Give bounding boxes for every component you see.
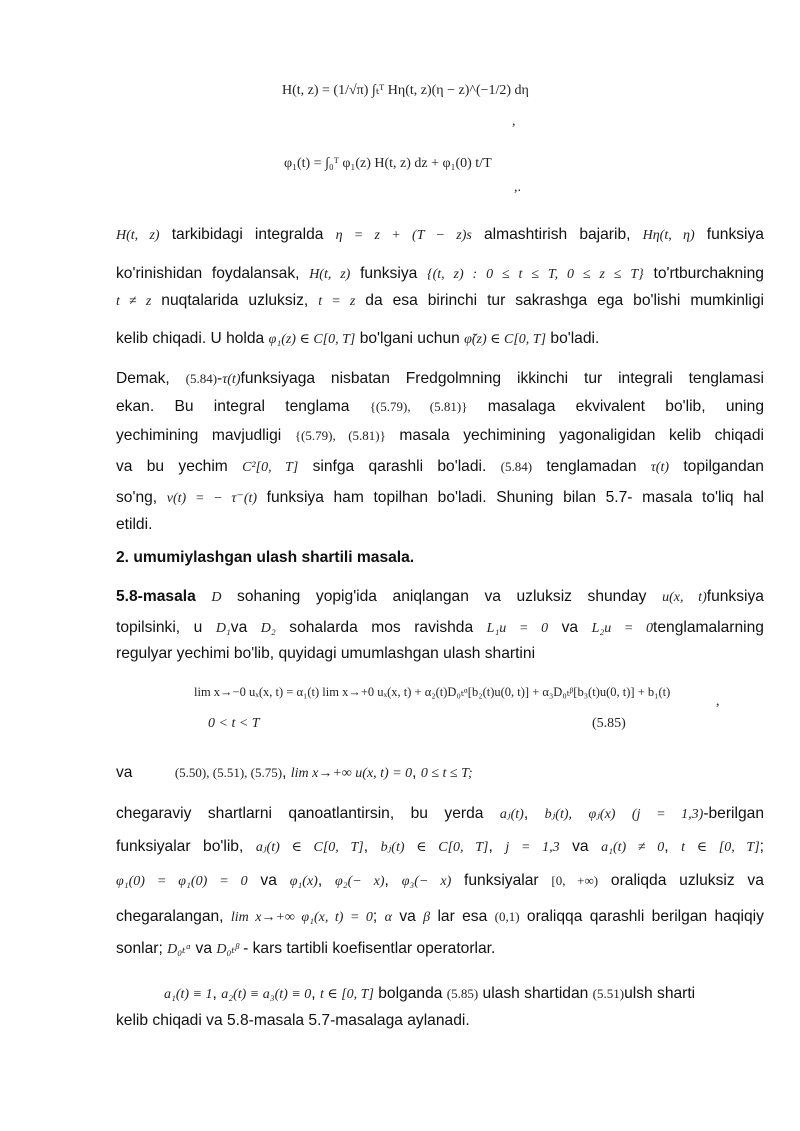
formula-comma: , bbox=[512, 114, 516, 129]
paragraph-1-line-4: kelib chiqadi. U holda φ₁(z) ∈ C[0, T] bo'lgani uchun φ̃(z) ∈ C[0, T] bo'ladi. bbox=[116, 330, 600, 347]
paragraph-2-line-1: Demak, (5.84)-τ(t)funksiyaga nisbatan Fredgolmning ikkinchi tur integrali tenglamasi bbox=[116, 370, 764, 387]
formula-ulash-sharti: lim x→−0 uₓ(x, t) = α₁(t) lim x→+0 uₓ(x, t) + α₂(t)D₀ₜᵅ[b₂(t)u(0, t)] + α₃D₀ₜᵝ[b₃(t)u(0, t)] + b₁(t) bbox=[194, 685, 671, 699]
paragraph-2-line-2: ekan. Bu integral tenglama {(5.79), (5.81)} masalaga ekvivalent bo'lib, uning bbox=[116, 398, 764, 415]
paragraph-2-line-4: va bu yechim C²[0, T] sinfga qarashli bo'ladi. (5.84) tenglamadan τ(t) topilgandan bbox=[116, 458, 764, 475]
paragraph-5-line-1: chegaraviy shartlarni qanoatlantirsin, bu yerda aⱼ(t), bⱼ(t), φⱼ(x) (j = 1,3)-berilgan bbox=[116, 805, 764, 822]
formula-condition: 0 < t < T bbox=[208, 716, 260, 731]
formula-ulash-comma: , bbox=[716, 694, 720, 709]
paragraph-3-line-3: regulyar yechimi bo'lib, quyidagi umumlashgan ulash shartini bbox=[116, 645, 536, 662]
paragraph-5-line-3: φ₁(0) = φ₁(0) = 0 va φ₁(x), φ₂(− x), φ₃(− x) funksiyalar [0, +∞) oraliqda uzluksiz va bbox=[116, 872, 764, 889]
paragraph-3-line-1: 5.8-masala D sohaning yopig'ida aniqlangan va uzluksiz shunday u(x, t)funksiya bbox=[116, 588, 764, 605]
paragraph-3-line-2: topilsinki, u D₁va D₂ sohalarda mos ravishda L₁u = 0 va L₂u = 0tenglamalarning bbox=[116, 619, 764, 636]
equation-number: (5.85) bbox=[592, 716, 626, 731]
paragraph-5-line-4: chegaralangan, lim x→+∞ φ₁(x, t) = 0; α va β lar esa (0,1) oraliqqa qarashli berilgan haqiqiy bbox=[116, 908, 764, 925]
paragraph-2-line-5: so'ng, v(t) = − τ⁻(t) funksiya ham topilhan bo'ladi. Shuning bilan 5.7- masala to'liq hal bbox=[116, 489, 765, 506]
formula-end-mark: ,. bbox=[514, 180, 521, 195]
paragraph-4: va (5.50), (5.51), (5.75), lim x→+∞ u(x, t) = 0, 0 ≤ t ≤ T; bbox=[116, 764, 473, 781]
paragraph-2-line-3: yechimining mavjudligi {(5.79), (5.81)} masala yechimining yagonaligidan kelib chiqadi bbox=[116, 427, 764, 444]
paragraph-6-line-2: kelib chiqadi va 5.8-masala 5.7-masalaga aylanadi. bbox=[116, 1012, 470, 1029]
formula-h-definition: H(t, z) = (1/√π) ∫ₜᵀ Hη(t, z)(η − z)^(−1/2) dη bbox=[282, 83, 529, 98]
paragraph-1-line-3: t ≠ z nuqtalarida uzluksiz, t = z da esa birinchi tur sakrashga ega bo'lishi mumkinligi bbox=[116, 292, 764, 309]
paragraph-1-line-2: ko'rinishidan foydalansak, H(t, z) funksiya {(t, z) : 0 ≤ t ≤ T, 0 ≤ z ≤ T} to'rtburchakning bbox=[116, 265, 764, 282]
paragraph-5-line-2: funksiyalar bo'lib, aⱼ(t) ∈ C[0, T], bⱼ(t) ∈ C[0, T], j = 1,3 va a₁(t) ≠ 0, t ∈ [0, T]; bbox=[116, 838, 765, 855]
paragraph-2-line-6: etildi. bbox=[116, 516, 153, 533]
paragraph-5-line-5: sonlar; D₀ₜᵅ va D₀ₜᵝ - kars tartibli koefisentlar operatorlar. bbox=[116, 940, 496, 957]
paragraph-6-line-1: a₁(t) ≡ 1, a₂(t) ≡ a₃(t) ≡ 0, t ∈ [0, T] bolganda (5.85) ulash shartidan (5.51)ulsh sharti bbox=[164, 985, 696, 1002]
formula-phi-definition: φ₁(t) = ∫₀ᵀ φ₁(z) H(t, z) dz + φ₁(0) t/T bbox=[284, 156, 492, 171]
paragraph-1-line-1: H(t, z) tarkibidagi integralda η = z + (T − z)s almashtirish bajarib, Hη(t, η) funksiya bbox=[116, 226, 764, 243]
section-heading: 2. umumiylashgan ulash shartili masala. bbox=[116, 549, 415, 566]
